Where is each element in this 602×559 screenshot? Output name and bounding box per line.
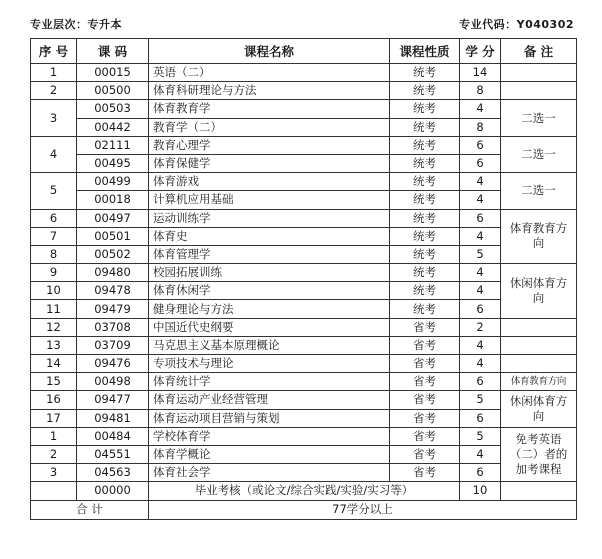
cell-code: 02111 xyxy=(77,136,149,154)
cell-type: 省考 xyxy=(390,464,460,482)
cell-type: 统考 xyxy=(390,82,460,100)
table-row xyxy=(31,64,577,82)
cell-code: 09477 xyxy=(77,391,149,409)
cell-note xyxy=(501,336,577,354)
column-header-name: 课程名称 xyxy=(149,39,390,64)
cell-seq: 1 xyxy=(31,427,77,445)
cell-credit: 4 xyxy=(460,227,501,245)
cell-type: 统考 xyxy=(390,282,460,300)
major-code-label: 专业代码：Y040302 xyxy=(459,18,574,31)
cell-credit: 10 xyxy=(460,482,501,500)
cell-type: 统考 xyxy=(390,154,460,172)
cell-code: 09476 xyxy=(77,355,149,373)
cell-credit: 6 xyxy=(460,209,501,227)
table-row xyxy=(31,445,577,463)
cell-name: 体育社会学 xyxy=(149,464,390,482)
table-row xyxy=(31,300,577,318)
cell-credit: 4 xyxy=(460,100,501,118)
table-row xyxy=(31,355,577,373)
cell-name: 体育休闲学 xyxy=(149,282,390,300)
cell-name: 体育史 xyxy=(149,227,390,245)
cell-credit: 8 xyxy=(460,118,501,136)
table-row xyxy=(31,264,577,282)
cell-credit: 6 xyxy=(460,300,501,318)
cell-seq: 10 xyxy=(31,282,77,300)
column-header-seq: 序 号 xyxy=(31,39,77,64)
cell-seq: 1 xyxy=(31,64,77,82)
cell-name: 校园拓展训练 xyxy=(149,264,390,282)
cell-code: 04551 xyxy=(77,445,149,463)
cell-name: 教育心理学 xyxy=(149,136,390,154)
table-row xyxy=(31,227,577,245)
cell-type: 统考 xyxy=(390,64,460,82)
table-row xyxy=(31,191,577,209)
course-table xyxy=(30,38,577,520)
cell-credit: 4 xyxy=(460,355,501,373)
major-level-label: 专业层次：专升本 xyxy=(30,18,122,31)
cell-code: 00442 xyxy=(77,118,149,136)
table-row xyxy=(31,245,577,263)
cell-type: 统考 xyxy=(390,118,460,136)
cell-credit: 4 xyxy=(460,191,501,209)
cell-seq: 15 xyxy=(31,373,77,391)
cell-code: 00500 xyxy=(77,82,149,100)
cell-name: 毕业考核（或论文/综合实践/实验/实习等） xyxy=(149,482,460,500)
cell-seq: 2 xyxy=(31,82,77,100)
table-row xyxy=(31,209,577,227)
column-header-type: 课程性质 xyxy=(390,39,460,64)
cell-name: 体育管理学 xyxy=(149,245,390,263)
cell-code: 00484 xyxy=(77,427,149,445)
column-header-credit: 学 分 xyxy=(460,39,501,64)
cell-seq: 14 xyxy=(31,355,77,373)
cell-seq: 6 xyxy=(31,209,77,227)
cell-type: 统考 xyxy=(390,245,460,263)
cell-note xyxy=(501,64,577,82)
table-row xyxy=(31,173,577,191)
cell-seq: 5 xyxy=(31,173,77,209)
cell-code: 00503 xyxy=(77,100,149,118)
column-header-note: 备 注 xyxy=(501,39,577,64)
cell-name: 体育运动产业经营管理 xyxy=(149,391,390,409)
note-exempt-english: 免考英语（二）者的加考课程 xyxy=(501,427,577,482)
table-row xyxy=(31,318,577,336)
cell-seq: 4 xyxy=(31,136,77,172)
cell-type: 统考 xyxy=(390,136,460,154)
cell-name: 体育游戏 xyxy=(149,173,390,191)
cell-code: 04563 xyxy=(77,464,149,482)
cell-seq: 16 xyxy=(31,391,77,409)
cell-code: 09481 xyxy=(77,409,149,427)
cell-code: 00000 xyxy=(77,482,149,500)
total-row xyxy=(31,500,577,519)
cell-code: 03708 xyxy=(77,318,149,336)
cell-code: 00495 xyxy=(77,154,149,172)
cell-name: 健身理论与方法 xyxy=(149,300,390,318)
cell-name: 运动训练学 xyxy=(149,209,390,227)
total-value: 77学分以上 xyxy=(149,500,577,519)
cell-type: 统考 xyxy=(390,227,460,245)
cell-name: 计算机应用基础 xyxy=(149,191,390,209)
cell-credit: 2 xyxy=(460,318,501,336)
cell-seq: 7 xyxy=(31,227,77,245)
cell-credit: 14 xyxy=(460,64,501,82)
note-choose-one: 二选一 xyxy=(501,173,577,209)
cell-name: 专项技术与理论 xyxy=(149,355,390,373)
table-row xyxy=(31,391,577,409)
cell-note xyxy=(501,82,577,100)
cell-credit: 6 xyxy=(460,373,501,391)
cell-name: 体育保健学 xyxy=(149,154,390,172)
note-pe-teaching-direction-small: 体育教育方向 xyxy=(501,373,577,391)
cell-name: 体育科研理论与方法 xyxy=(149,82,390,100)
table-row xyxy=(31,282,577,300)
cell-type: 省考 xyxy=(390,355,460,373)
note-choose-one: 二选一 xyxy=(501,136,577,172)
cell-type: 省考 xyxy=(390,318,460,336)
cell-credit: 4 xyxy=(460,336,501,354)
cell-type: 省考 xyxy=(390,409,460,427)
cell-credit: 4 xyxy=(460,173,501,191)
note-leisure-direction: 休闲体育方向 xyxy=(501,391,577,427)
cell-type: 统考 xyxy=(390,209,460,227)
cell-seq: 3 xyxy=(31,464,77,482)
cell-name: 英语（二） xyxy=(149,64,390,82)
table-row xyxy=(31,409,577,427)
cell-code: 00502 xyxy=(77,245,149,263)
cell-name: 体育运动项目营销与策划 xyxy=(149,409,390,427)
note-choose-one: 二选一 xyxy=(501,100,577,136)
cell-credit: 4 xyxy=(460,445,501,463)
cell-code: 00015 xyxy=(77,64,149,82)
cell-name: 马克思主义基本原理概论 xyxy=(149,336,390,354)
cell-code: 03709 xyxy=(77,336,149,354)
cell-code: 09480 xyxy=(77,264,149,282)
cell-name: 体育统计学 xyxy=(149,373,390,391)
cell-seq xyxy=(31,482,77,500)
cell-credit: 5 xyxy=(460,391,501,409)
column-header-code: 课 码 xyxy=(77,39,149,64)
cell-name: 体育学概论 xyxy=(149,445,390,463)
cell-code: 00501 xyxy=(77,227,149,245)
cell-type: 省考 xyxy=(390,391,460,409)
cell-credit: 5 xyxy=(460,245,501,263)
table-row xyxy=(31,82,577,100)
cell-type: 省考 xyxy=(390,427,460,445)
cell-type: 省考 xyxy=(390,373,460,391)
cell-code: 09478 xyxy=(77,282,149,300)
cell-seq: 12 xyxy=(31,318,77,336)
cell-type: 省考 xyxy=(390,336,460,354)
cell-seq: 17 xyxy=(31,409,77,427)
cell-note xyxy=(501,482,577,500)
cell-seq: 9 xyxy=(31,264,77,282)
cell-name: 中国近代史纲要 xyxy=(149,318,390,336)
cell-name: 学校体育学 xyxy=(149,427,390,445)
cell-type: 统考 xyxy=(390,173,460,191)
cell-seq: 8 xyxy=(31,245,77,263)
cell-seq: 3 xyxy=(31,100,77,136)
table-row xyxy=(31,100,577,118)
note-leisure-direction: 休闲体育方向 xyxy=(501,264,577,319)
table-row xyxy=(31,373,577,391)
cell-credit: 6 xyxy=(460,154,501,172)
table-header-row xyxy=(31,39,577,64)
table-row xyxy=(31,427,577,445)
cell-credit: 8 xyxy=(460,82,501,100)
cell-seq: 11 xyxy=(31,300,77,318)
cell-note xyxy=(501,318,577,336)
cell-credit: 6 xyxy=(460,409,501,427)
table-row xyxy=(31,118,577,136)
cell-type: 省考 xyxy=(390,445,460,463)
cell-type: 统考 xyxy=(390,191,460,209)
cell-credit: 4 xyxy=(460,264,501,282)
cell-seq: 13 xyxy=(31,336,77,354)
cell-credit: 6 xyxy=(460,464,501,482)
cell-credit: 6 xyxy=(460,136,501,154)
cell-name: 教育学（二） xyxy=(149,118,390,136)
cell-code: 09479 xyxy=(77,300,149,318)
table-row xyxy=(31,482,577,500)
cell-name: 体育教育学 xyxy=(149,100,390,118)
cell-note xyxy=(501,355,577,373)
cell-type: 统考 xyxy=(390,264,460,282)
cell-code: 00499 xyxy=(77,173,149,191)
cell-type: 统考 xyxy=(390,300,460,318)
table-row xyxy=(31,136,577,154)
cell-credit: 5 xyxy=(460,427,501,445)
cell-code: 00497 xyxy=(77,209,149,227)
table-row xyxy=(31,154,577,172)
cell-code: 00498 xyxy=(77,373,149,391)
cell-credit: 4 xyxy=(460,282,501,300)
total-label: 合 计 xyxy=(31,500,149,519)
table-row xyxy=(31,336,577,354)
table-row xyxy=(31,464,577,482)
note-pe-teaching-direction: 体育教育方向 xyxy=(501,209,577,264)
cell-type: 统考 xyxy=(390,100,460,118)
cell-seq: 2 xyxy=(31,445,77,463)
cell-code: 00018 xyxy=(77,191,149,209)
